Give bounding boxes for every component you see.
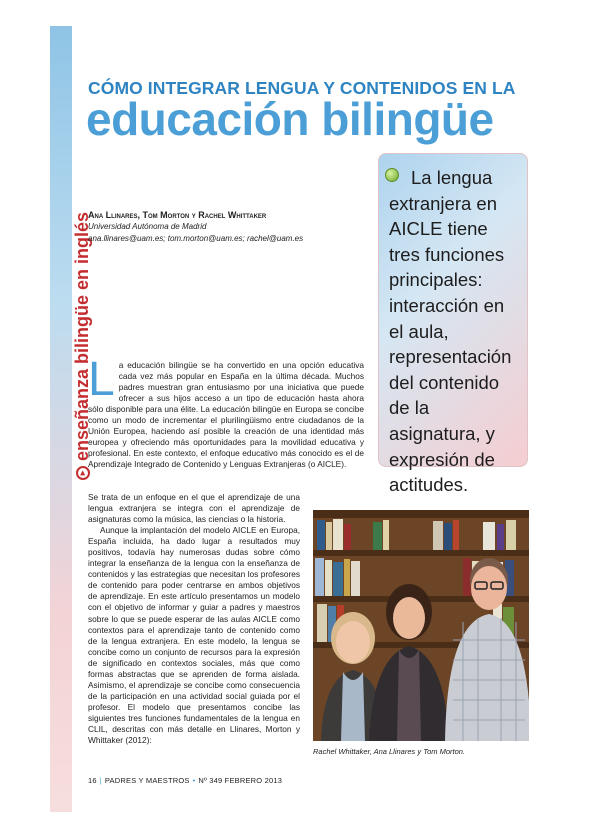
body-paragraph-2: Aunque la implantación del modelo AICLE en Europa, España incluida, ha dado lugar a resultados muy positivos, todavía hay numerosas dudas sobre cómo integrar la enseñanza de la lengua con la enseñanza de contenidos y las estrategias que necesitan los profesores de contenido para poder centrarse en ambos objetivos de aprendizaje. En este artículo presentamos un modelo con el objetivo de informar y guiar a padres y maestros sobre lo que se puede esperar de las aulas AICLE como contextos para el aprendizaje tanto de contenido como de la lengua extranjera. En este modelo, la lengua se concibe como un conjunto de recursos para la expresión de significado en contextos sociales, más que como formas abstractas que se aprenden de forma aislada. Asimismo, el aprendizaje se concibe como consecuencia de la participación en una actividad social guiada por el profesor. El modelo que presentamos concibe las siguientes tres funciones fundamentales de la lengua en CLIL, descritas con más detalle en Llinares, Morton y Whittaker (2012): <box>88 525 300 746</box>
footer-separator: | <box>99 776 102 785</box>
chevron-right-icon: ▸ <box>76 466 90 480</box>
byline-emails: ana.llinares@uam.es; tom.morton@uam.es; rachel@uam.es <box>88 234 304 243</box>
body-paragraph-1-cont: Se trata de un enfoque en el que el aprendizaje de una lengua extranjera se integra con el aprendizaje de asignaturas como la música, las ciencias o la historia. <box>88 492 300 525</box>
article-column-top <box>88 353 364 470</box>
bullet-dot-icon <box>385 168 399 182</box>
byline-affiliation: Universidad Autónoma de Madrid <box>88 222 207 231</box>
pull-quote-text: La lengua extranjera en AICLE tiene tres funciones principales: interacción en el aula, representación del contenido de la asignatura, y expresión de actitudes. <box>389 167 512 496</box>
section-strip <box>50 26 72 812</box>
byline-authors: Ana Llinares, Tom Morton y Rachel Whittaker <box>88 210 267 220</box>
footer-bullet: • <box>192 776 196 785</box>
article-headline: educación bilingüe <box>86 93 494 145</box>
page-footer <box>88 776 282 785</box>
body-paragraph-1-text: a educación bilingüe se ha convertido en una opción educativa cada vez más popular en España en la última década. Muchos padres muestran gran entusiasmo por una iniciativa que puede ofrecer a sus hijos acceso a un tipo de educación hasta ahora sólo disponible para una élite. La educación bilingüe en Europa se concibe como un modo de incrementar el plurilingüismo entre ciudadanos de la Unión Europea, haciendo así posible la creación de una identidad más europea y ofreciendo más oportunidades para la movilidad educativa y profesional. En este contexto, el enfoque educativo más conocido es el de Aprendizaje Integrado de Contenido y Lenguas Extranjeras (o AICLE). <box>88 360 364 470</box>
article-kicker: CÓMO INTEGRAR LENGUA Y CONTENIDOS EN LA <box>88 78 516 98</box>
issue-info: Nº 349 FEBRERO 2013 <box>198 776 283 785</box>
article-column-left <box>88 492 300 746</box>
pull-quote <box>378 153 528 496</box>
section-label-text: enseñanza bilingüe en inglés <box>72 211 92 461</box>
drop-cap: L <box>88 353 115 406</box>
body-paragraph-1 <box>88 353 364 470</box>
authors-photo <box>313 510 529 741</box>
page-number: 16 <box>88 776 97 785</box>
byline <box>88 209 303 245</box>
photo-caption: Rachel Whittaker, Ana Llinares y Tom Morton. <box>313 747 466 756</box>
publication-name: PADRES Y MAESTROS <box>104 776 190 785</box>
photo-illustration <box>313 510 529 741</box>
